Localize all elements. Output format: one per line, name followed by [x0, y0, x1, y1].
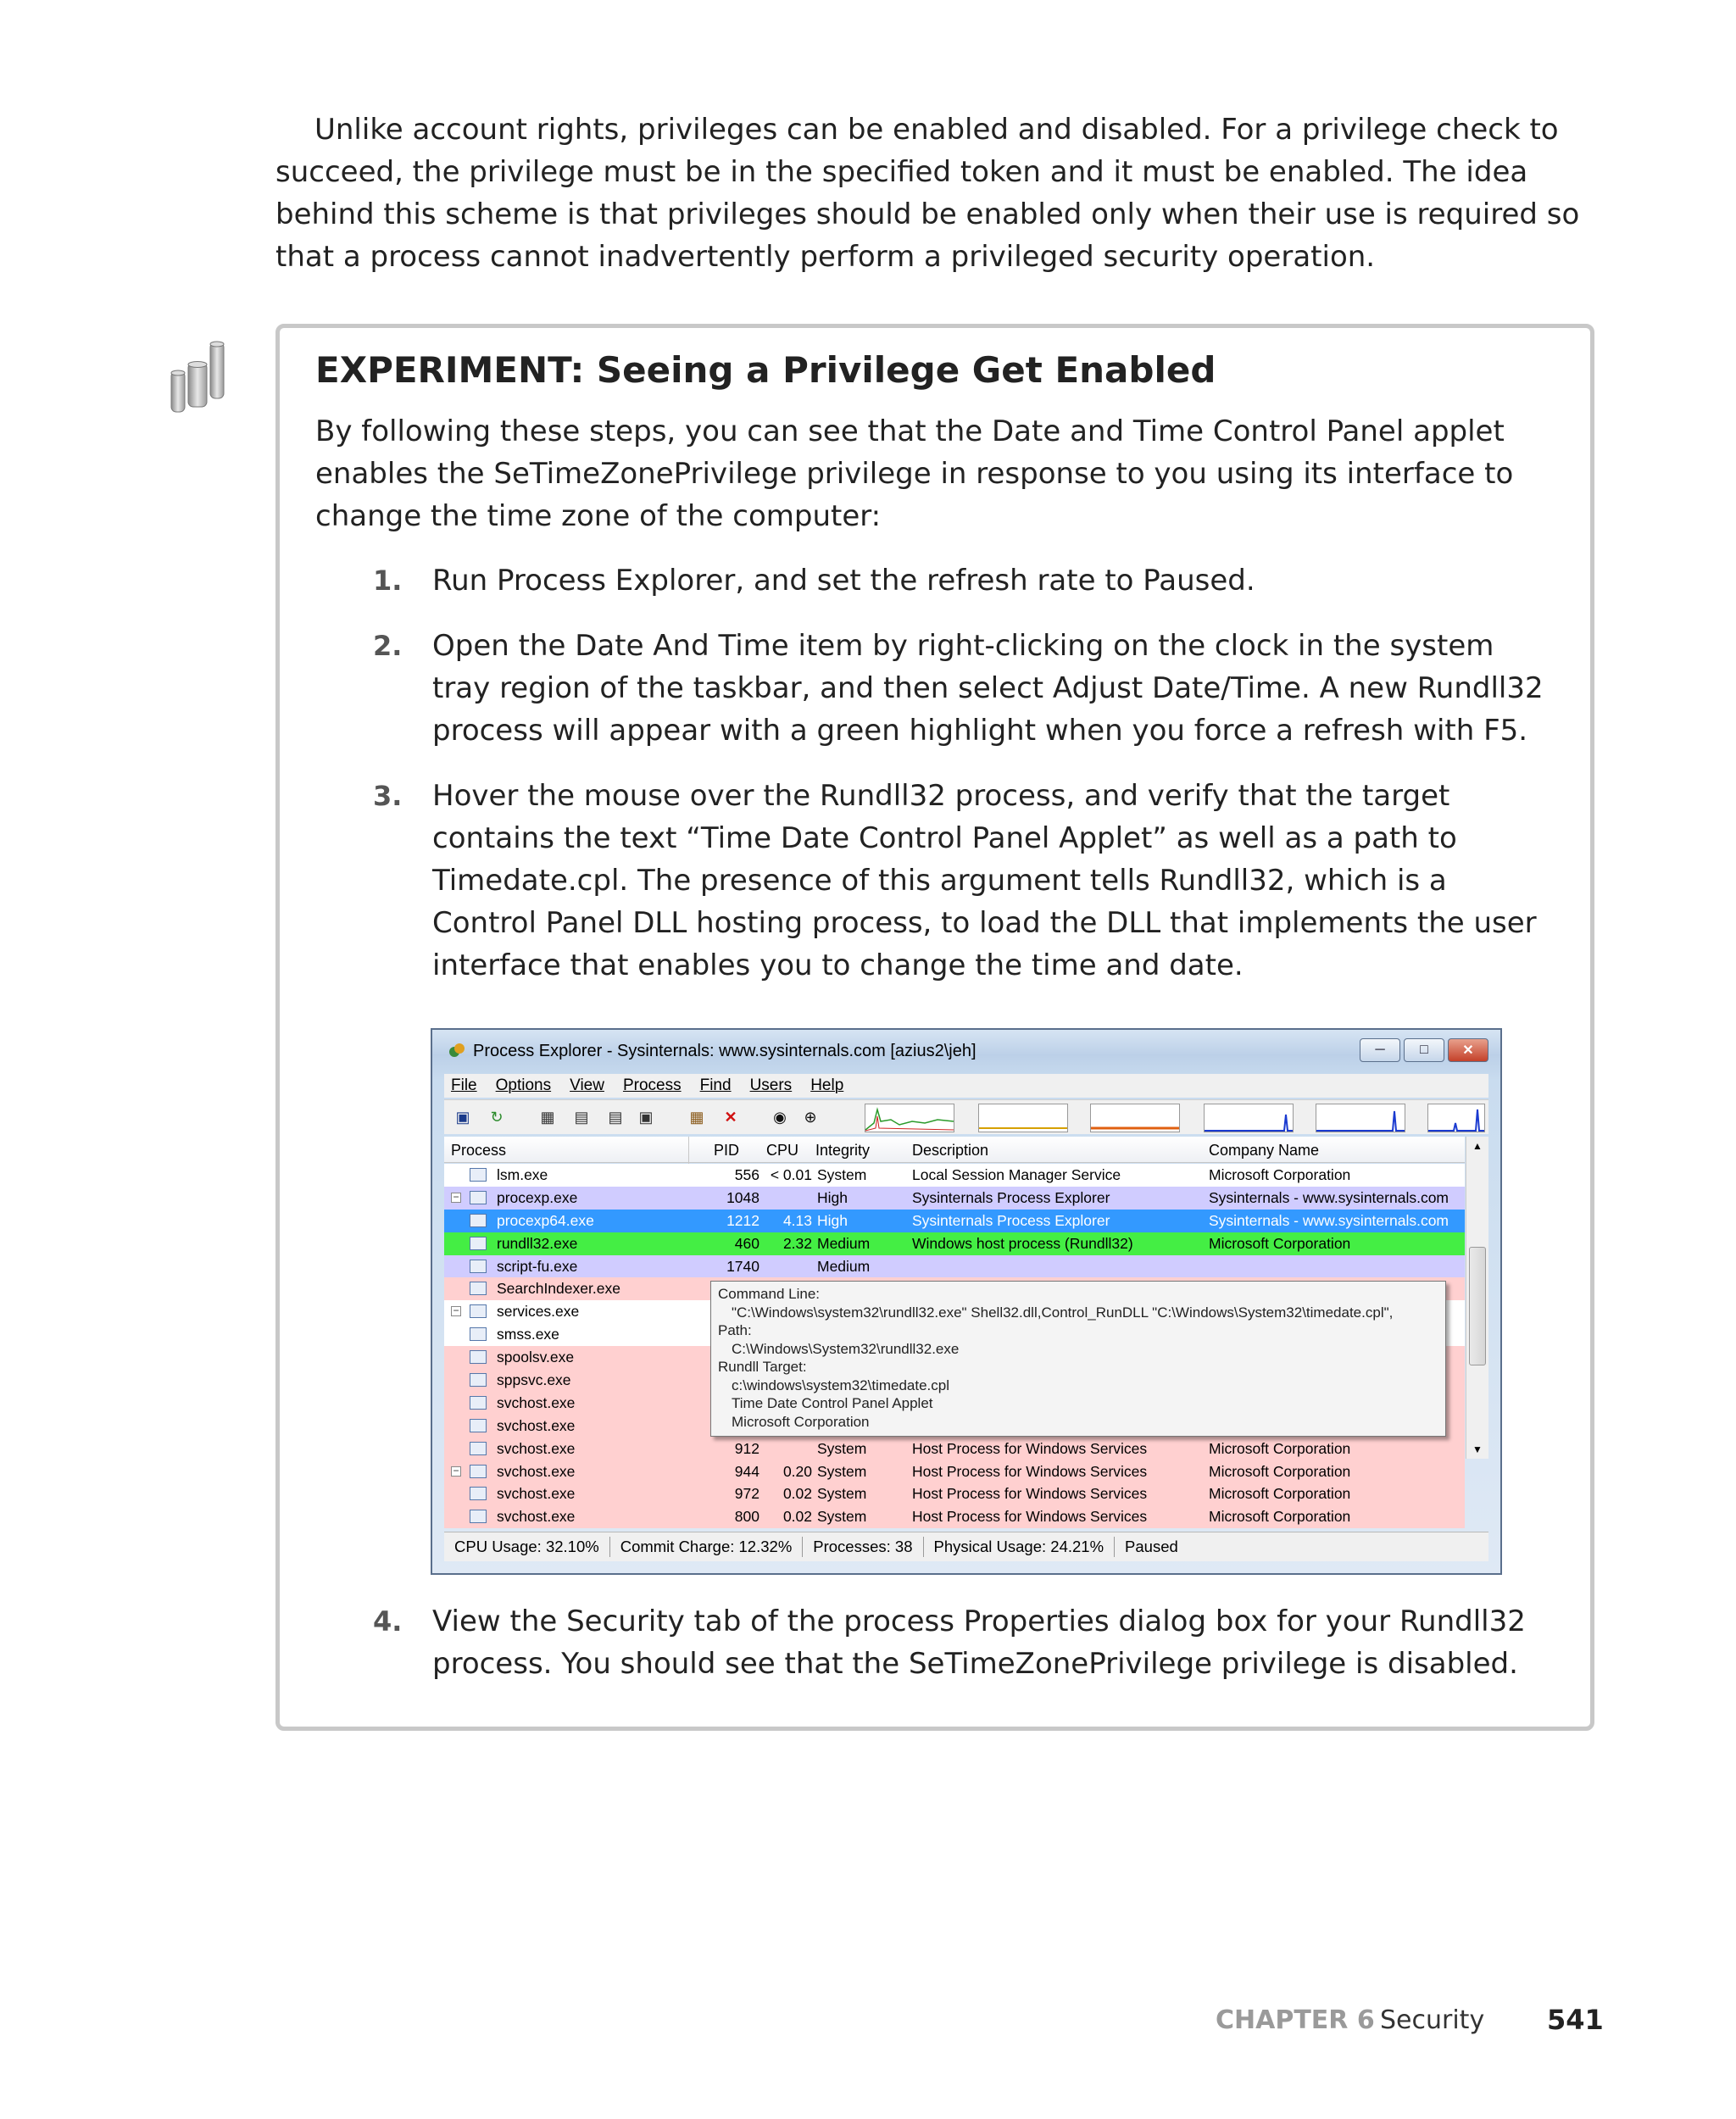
table-row[interactable] — [444, 1232, 1465, 1255]
process-tooltip — [710, 1281, 1446, 1437]
footer-chapter: CHAPTER 6 — [1216, 2005, 1375, 2035]
process-name: smss.exe — [497, 1326, 559, 1343]
table-row[interactable] — [444, 1255, 1465, 1278]
table-row[interactable] — [444, 1482, 1465, 1505]
step-number: 1. — [373, 565, 403, 597]
cpu-graph — [865, 1104, 954, 1132]
step-number: 3. — [373, 780, 403, 812]
tooltip-line: Rundll Target: — [718, 1359, 807, 1375]
status-physical-usage: Physical Usage: 24.21% — [924, 1537, 1116, 1557]
process-window-icon — [470, 1282, 487, 1295]
tooltip-line: c:\windows\system32\timedate.cpl — [732, 1377, 949, 1393]
scroll-down-icon[interactable]: ▼ — [1472, 1443, 1483, 1455]
process-name: spoolsv.exe — [497, 1349, 575, 1366]
process-company: Sysinternals - www.sysinternals.com — [1209, 1211, 1449, 1229]
table-row[interactable] — [444, 1164, 1465, 1187]
process-name: rundll32.exe — [497, 1234, 578, 1252]
column-header-row — [444, 1137, 1465, 1163]
column-integrity[interactable]: Integrity — [815, 1142, 871, 1159]
table-row[interactable] — [444, 1187, 1465, 1210]
table-row[interactable] — [444, 1210, 1465, 1232]
menu-view[interactable]: View — [570, 1076, 604, 1094]
step-text: Hover the mouse over the Rundll32 process, and verify that the target contains the text “Time Date Control Panel Applet” as well as a path to Timedate.cpl. The presence of this argument tells Rundll32, which is a Control Panel DLL hosting process, to load the DLL that implements the user interface that enables you to change the time and date. — [432, 779, 1537, 982]
process-pid: 972 — [734, 1485, 760, 1503]
process-integrity: System — [817, 1439, 867, 1457]
process-name: svchost.exe — [497, 1462, 576, 1480]
options-icon[interactable]: ▦ — [689, 1109, 704, 1126]
process-window-icon — [470, 1304, 487, 1318]
tooltip-line: "C:\Windows\system32\rundll32.exe" Shell32.dll,Control_RunDLL "C:\Windows\System32\timedate.cpl", — [732, 1304, 1394, 1321]
process-name: lsm.exe — [497, 1166, 548, 1183]
process-cpu: 0.02 — [782, 1508, 812, 1526]
column-description[interactable]: Description — [912, 1142, 989, 1159]
column-process[interactable]: Process — [451, 1142, 507, 1159]
process-name: svchost.exe — [497, 1416, 576, 1434]
step-text: View the Security tab of the process Properties dialog box for your Rundll32 process. You should see that the SeTimeZonePrivilege privilege is disabled. — [432, 1605, 1526, 1681]
process-name: SearchIndexer.exe — [497, 1280, 620, 1298]
process-window-icon — [470, 1373, 487, 1387]
target-crosshair-icon[interactable]: ⊕ — [804, 1109, 817, 1126]
process-cpu: 2.32 — [782, 1234, 812, 1252]
process-name: sppsvc.exe — [497, 1371, 571, 1389]
process-cpu: 0.20 — [782, 1462, 812, 1480]
process-window-icon — [470, 1465, 487, 1478]
process-explorer-process-icon — [470, 1214, 487, 1227]
disk-graph — [1316, 1104, 1405, 1132]
process-window-icon — [470, 1442, 487, 1455]
process-name: script-fu.exe — [497, 1257, 578, 1275]
process-integrity: High — [817, 1188, 848, 1206]
refresh-icon[interactable]: ↻ — [490, 1109, 504, 1126]
find-window-icon[interactable]: ▣ — [638, 1109, 654, 1126]
process-description: Sysinternals Process Explorer — [912, 1211, 1110, 1229]
step-text: Run Process Explorer, and set the refresh rate to Paused. — [432, 564, 1255, 598]
status-processes: Processes: 38 — [803, 1537, 923, 1557]
menu-find[interactable]: Find — [699, 1076, 732, 1094]
process-window-icon — [470, 1260, 487, 1273]
menu-options[interactable]: Options — [495, 1076, 552, 1094]
status-paused: Paused — [1125, 1538, 1178, 1555]
process-window-icon — [470, 1396, 487, 1410]
footer-section: Security — [1380, 2005, 1485, 2035]
process-company: Microsoft Corporation — [1209, 1234, 1351, 1252]
process-description: Host Process for Windows Services — [912, 1485, 1148, 1503]
tooltip-line: C:\Windows\System32\rundll32.exe — [732, 1340, 960, 1357]
system-info-icon[interactable]: ▦ — [540, 1109, 555, 1126]
process-company: Microsoft Corporation — [1209, 1485, 1351, 1503]
process-name: services.exe — [497, 1303, 580, 1321]
process-name: svchost.exe — [497, 1485, 576, 1503]
step-text: Open the Date And Time item by right-clicking on the clock in the system tray region of the taskbar, and then select Adjust Date/Time. A new Rundll32 process will appear with a green highlight when you force a refresh with F5. — [432, 629, 1544, 748]
tooltip-line: Microsoft Corporation — [732, 1413, 870, 1430]
scrollbar-thumb[interactable] — [1469, 1247, 1486, 1365]
properties-icon[interactable]: ▤ — [574, 1109, 589, 1126]
menu-process[interactable]: Process — [622, 1076, 682, 1094]
process-integrity: System — [817, 1462, 867, 1480]
column-pid[interactable]: PID — [714, 1142, 740, 1159]
menu-users[interactable]: Users — [749, 1076, 793, 1094]
process-name: procexp.exe — [497, 1188, 578, 1206]
scroll-up-icon[interactable]: ▲ — [1472, 1140, 1483, 1152]
process-integrity: High — [817, 1211, 848, 1229]
process-description: Host Process for Windows Services — [912, 1508, 1148, 1526]
maximize-button[interactable]: □ — [1404, 1038, 1444, 1062]
minimize-button[interactable]: ─ — [1360, 1038, 1400, 1062]
status-cpu-usage: CPU Usage: 32.10% — [444, 1537, 610, 1557]
tooltip-line: Command Line: — [718, 1286, 821, 1302]
process-pid: 1048 — [726, 1188, 760, 1206]
process-window-icon — [470, 1350, 487, 1364]
gpu-graph — [1427, 1104, 1485, 1132]
process-window-icon — [470, 1327, 487, 1341]
experiment-intro: By following these steps, you can see that the Date and Time Control Panel applet enables the SeTimeZonePrivilege privilege in response to you using its interface to change the time zone of the computer: — [315, 414, 1514, 533]
process-company: Microsoft Corporation — [1209, 1439, 1351, 1457]
process-integrity: Medium — [817, 1234, 871, 1252]
process-explorer-process-icon — [470, 1191, 487, 1204]
step-number: 2. — [373, 630, 403, 662]
process-pid: 1212 — [726, 1211, 760, 1229]
kill-process-icon[interactable]: ✕ — [724, 1109, 737, 1126]
column-company[interactable]: Company Name — [1209, 1142, 1320, 1159]
page-number: 541 — [1547, 2004, 1604, 2036]
process-integrity: System — [817, 1508, 867, 1526]
process-name: svchost.exe — [497, 1508, 576, 1526]
process-pid: 944 — [734, 1462, 760, 1480]
close-button[interactable]: ✕ — [1448, 1038, 1488, 1062]
intro-paragraph: Unlike account rights, privileges can be enabled and disabled. For a privilege check to succeed, the privilege must be in the specified token and it must be enabled. The idea behind this scheme is that privileges should be enabled only when their use is required so that a process cannot inadvertently perform a privileged security operation. — [275, 113, 1580, 274]
process-cpu: < 0.01 — [770, 1166, 812, 1183]
network-graph — [1204, 1104, 1294, 1132]
tree-collapse-icon[interactable]: − — [451, 1306, 461, 1316]
tree-collapse-icon[interactable]: − — [451, 1193, 461, 1203]
process-pid: 1740 — [726, 1257, 760, 1275]
commit-graph — [978, 1104, 1068, 1132]
step-number: 4. — [373, 1605, 403, 1638]
tree-collapse-icon[interactable]: − — [451, 1466, 461, 1477]
process-integrity: Medium — [817, 1257, 871, 1275]
process-pid: 556 — [734, 1166, 760, 1183]
process-pid: 460 — [734, 1234, 760, 1252]
process-name: svchost.exe — [497, 1439, 576, 1457]
status-bar — [444, 1532, 1488, 1561]
window-title: Process Explorer - Sysinternals: www.sysinternals.com [azius2\jeh] — [473, 1042, 976, 1060]
process-integrity: System — [817, 1485, 867, 1503]
process-pid: 800 — [734, 1508, 760, 1526]
process-window-icon — [470, 1487, 487, 1500]
process-window-icon — [470, 1419, 487, 1432]
process-integrity: System — [817, 1166, 867, 1183]
toolbar — [444, 1099, 1488, 1134]
menu-file[interactable]: File — [451, 1076, 477, 1094]
process-name: procexp64.exe — [497, 1211, 594, 1229]
process-name: svchost.exe — [497, 1393, 576, 1411]
process-description: Sysinternals Process Explorer — [912, 1188, 1110, 1206]
find-binoculars-icon[interactable]: ◉ — [773, 1109, 787, 1126]
menu-help[interactable]: Help — [810, 1076, 844, 1094]
process-window-icon — [470, 1168, 487, 1182]
status-commit-charge: Commit Charge: 12.32% — [610, 1537, 804, 1557]
experiment-title: EXPERIMENT: Seeing a Privilege Get Enabled — [315, 349, 1216, 391]
experiment-beakers-icon — [168, 337, 244, 419]
lower-pane-icon[interactable]: ▤ — [608, 1109, 623, 1126]
process-explorer-window — [431, 1028, 1502, 1575]
process-description: Host Process for Windows Services — [912, 1439, 1148, 1457]
process-cpu: 0.02 — [782, 1485, 812, 1503]
process-company: Microsoft Corporation — [1209, 1462, 1351, 1480]
table-row[interactable] — [444, 1460, 1465, 1483]
io-graph — [1090, 1104, 1180, 1132]
process-description: Windows host process (Rundll32) — [912, 1234, 1133, 1252]
save-icon[interactable]: ▣ — [455, 1109, 470, 1126]
table-row[interactable] — [444, 1505, 1465, 1528]
tooltip-line: Path: — [718, 1322, 752, 1338]
table-row[interactable] — [444, 1438, 1465, 1460]
process-description: Local Session Manager Service — [912, 1166, 1121, 1183]
menu-bar — [444, 1074, 1488, 1098]
process-company: Microsoft Corporation — [1209, 1166, 1351, 1183]
process-cpu: 4.13 — [782, 1211, 812, 1229]
vertical-scrollbar[interactable] — [1466, 1137, 1488, 1459]
process-company: Sysinternals - www.sysinternals.com — [1209, 1188, 1449, 1206]
process-window-icon — [470, 1237, 487, 1250]
process-window-icon — [470, 1510, 487, 1523]
process-description: Host Process for Windows Services — [912, 1462, 1148, 1480]
column-cpu[interactable]: CPU — [766, 1142, 799, 1159]
process-company: Microsoft Corporation — [1209, 1508, 1351, 1526]
process-pid: 912 — [734, 1439, 760, 1457]
tooltip-line: Time Date Control Panel Applet — [732, 1395, 933, 1411]
